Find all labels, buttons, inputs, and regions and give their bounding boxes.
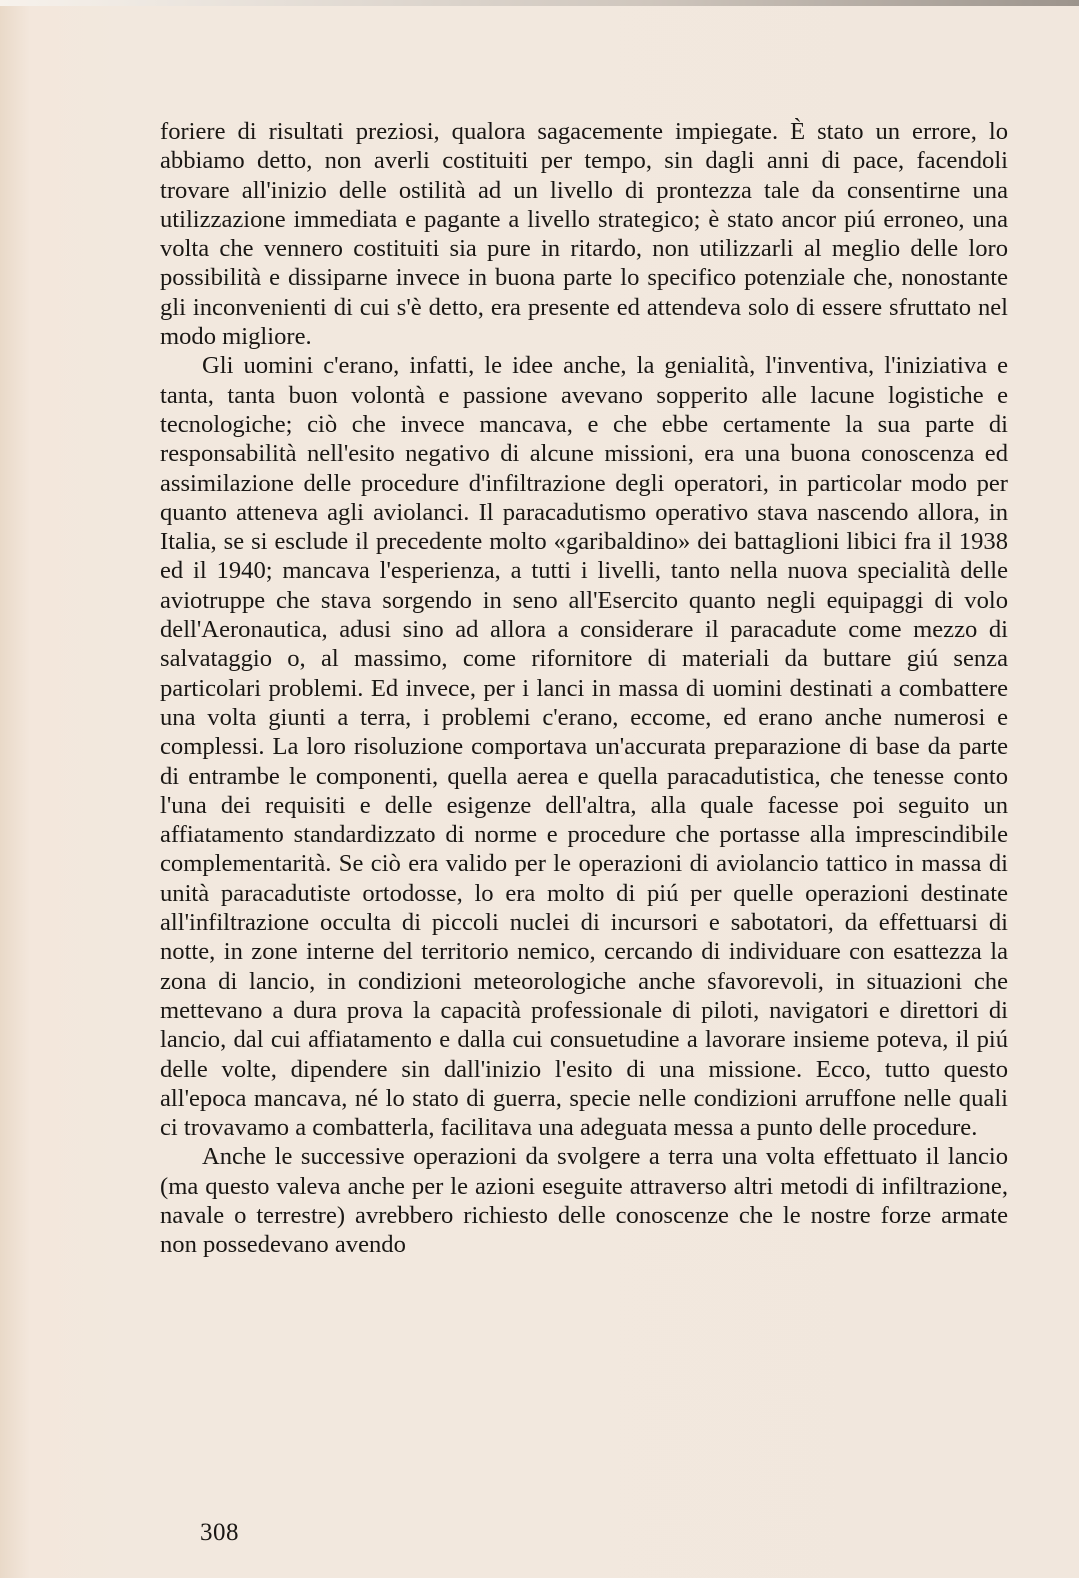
page-top-edge (0, 0, 1079, 6)
page-number: 308 (200, 1519, 239, 1546)
paragraph-1: foriere di risultati preziosi, qualora sagacemente impiegate. È stato un errore, lo abbiamo detto, non averli costituiti per tempo, sin dagli anni di pace, facendoli trovare all'inizio delle ostilità ad un livello di prontezza tale da consentirne una utilizzazione immediata e pagante a livello strategico; è stato ancor piú erroneo, una volta che vennero costituiti sia pure in ritardo, non utilizzarli al meglio delle loro possibilità e dissiparne invece in buona parte lo specifico potenziale che, nonostante gli inconvenienti di cui s'è detto, era presente ed attendeva solo di essere sfruttato nel modo migliore. (160, 118, 1008, 351)
body-text (160, 117, 1008, 1260)
paragraph-3: Anche le successive operazioni da svolgere a terra una volta effettuato il lancio (ma questo valeva anche per le azioni eseguite attraverso altri metodi di infiltrazione, navale o terrestre) avrebbero richiesto delle conoscenze che le nostre forze armate non possedevano avendo (160, 1143, 1008, 1259)
paragraph-2: Gli uomini c'erano, infatti, le idee anche, la genialità, l'inventiva, l'iniziativa e tanta, tanta buon volontà e passione avevano sopperito alle lacune logistiche e tecnologiche; ciò che invece mancava, e che ebbe certamente la sua parte di responsabilità nell'esito negativo di alcune missioni, era una buona conoscenza ed assimilazione delle procedure d'infiltrazione degli operatori, in particolar modo per quanto atteneva agli aviolanci. Il paracadutismo operativo stava nascendo allora, in Italia, se si esclude il precedente molto «garibaldino» dei battaglioni libici fra il 1938 ed il 1940; mancava l'esperienza, a tutti i livelli, tanto nella nuova specialità delle aviotruppe che stava sorgendo in seno all'Esercito quanto negli equipaggi di volo dell'Aeronautica, adusi sino ad allora a considerare il paracadute come mezzo di salvataggio o, al massimo, come rifornitore di materiali da buttare giú senza particolari problemi. Ed invece, per i lanci in massa di uomini destinati a combattere una volta giunti a terra, i problemi c'erano, eccome, ed erano anche numerosi e complessi. La loro risoluzione comportava un'accurata preparazione di base da parte di entrambe le componenti, quella aerea e quella paracadutistica, che tenesse conto l'una dei requisiti e delle esigenze dell'altra, alla quale facesse poi seguito un affiatamento standardizzato di norme e procedure che portasse alla imprescindibile complementarità. Se ciò era valido per le operazioni di aviolancio tattico in massa di unità paracadutiste ortodosse, lo era molto di piú per quelle operazioni destinate all'infiltrazione occulta di piccoli nuclei di incursori e sabotatori, da effettuarsi di notte, in zone interne del territorio nemico, cercando di individuare con esattezza la zona di lancio, in condizioni meteorologiche anche sfavorevoli, in situazioni che mettevano a dura prova la capacità professionale di piloti, navigatori e direttori di lancio, dal cui affiatamento e dalla cui consuetudine a lavorare insieme poteva, il piú delle volte, dipendere sin dall'inizio l'esito di una missione. Ecco, tutto questo all'epoca mancava, né lo stato di guerra, specie nelle condizioni arruffone nelle quali ci trovavamo a combatterla, facilitava una adeguata messa a punto delle procedure. (160, 352, 1008, 1142)
